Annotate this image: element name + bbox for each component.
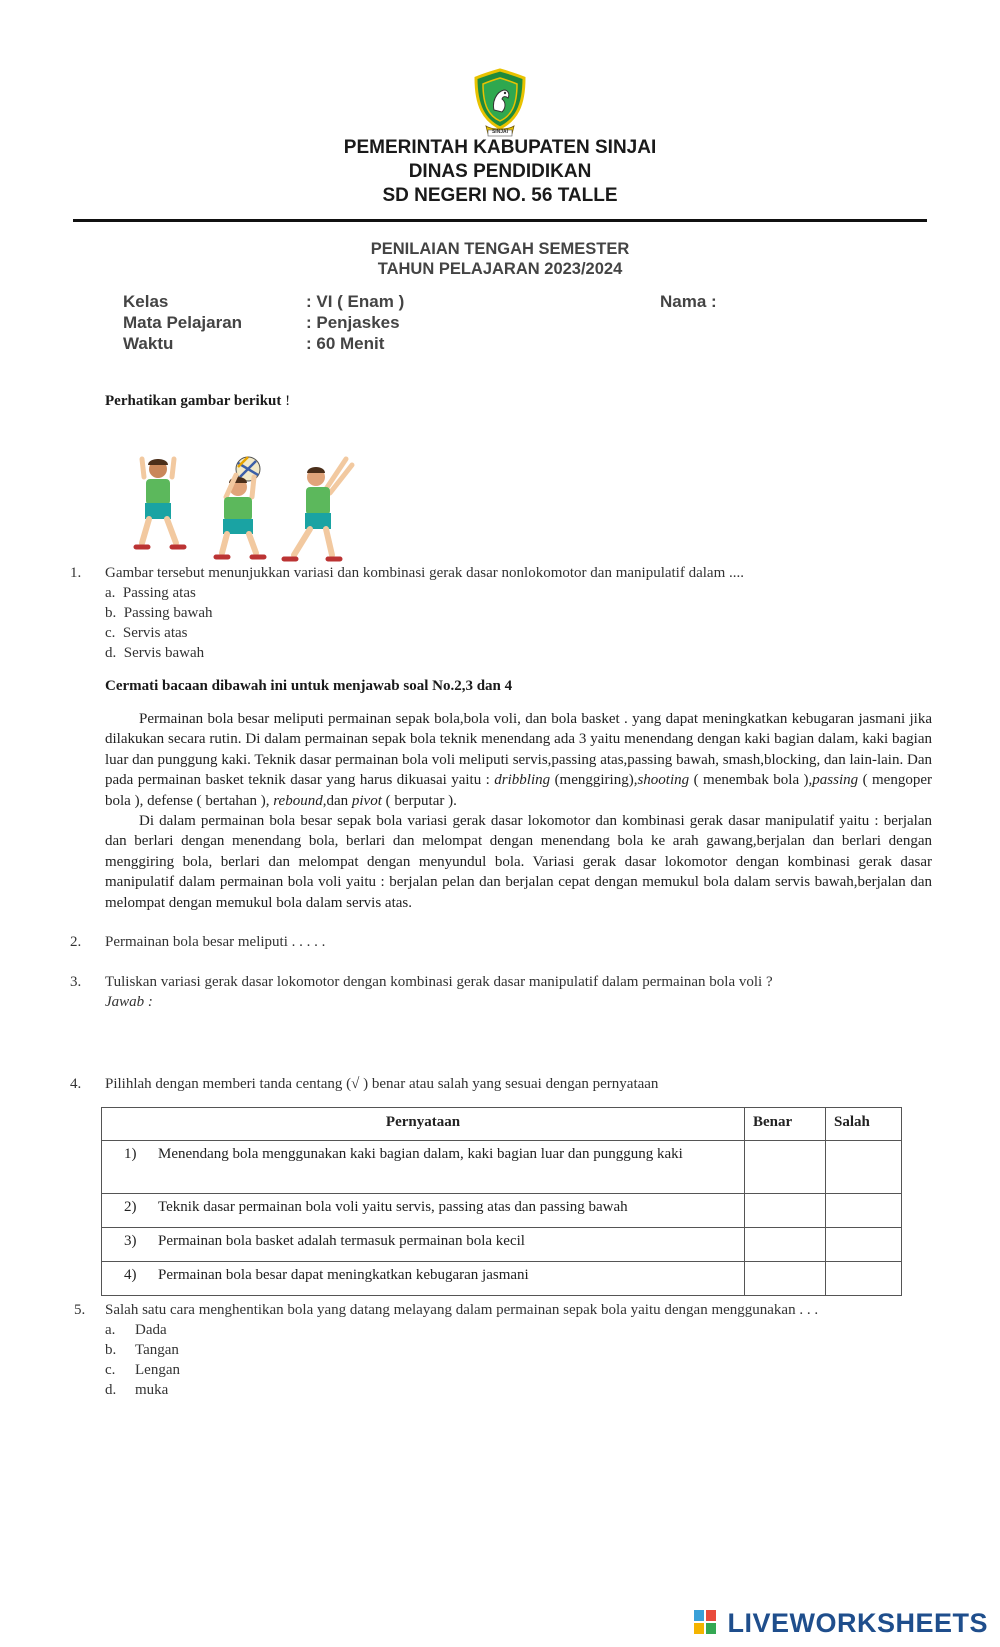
exam-title: PENILAIAN TENGAH SEMESTER [370,240,630,258]
q4-number: 4. [70,1076,82,1092]
answer-cell-benar[interactable] [745,1141,826,1194]
answer-cell-salah[interactable] [826,1228,902,1262]
nama-label: Nama : [660,292,717,311]
statement-number: 3) [124,1233,137,1249]
district-logo [468,68,532,140]
reading-paragraph-2: Di dalam permainan bola besar sepak bola variasi gerak dasar lokomotor dan kombinasi gerak dasar manipulatif yaitu : berjalan dan berlari dengan menendang bola, berlari dan melompat dengan menendang bola ke arah gawang,berjalan dan berlari dengan menggiring bola, berlari dan melompat dengan menyundul bola. Variasi gerak dasar lokomotor dengan kombinasi gerak dasar manipulatif dalam permainan bola voli yaitu : berjalan pelan dan berjalan cepat dengan memukul bola dalam servis bawah,berjalan dan melompat dengan memukul bola dalam servis atas. [105,813,932,911]
instruction-mark: ! [285,393,291,409]
q3-number: 3. [70,974,82,990]
statement-text: Teknik dasar permainan bola voli yaitu servis, passing atas dan passing bawah [158,1199,628,1215]
q2-text: Permainan bola besar meliputi . . . . . [105,934,326,950]
header-government: PEMERINTAH KABUPATEN SINJAI [343,137,657,158]
q1-number: 1. [70,565,82,581]
kelas-label: Kelas [123,292,169,311]
q1-option-c: c. Servis atas [105,625,188,641]
reading-paragraph-1: Permainan bola besar meliputi permainan sepak bola,bola voli, dan bola basket . yang dapat meningkatkan kebugaran jasmani jika dilakukan secara rutin. Di dalam permainan sepak bola teknik menendang ada 3 yaitu menendang dengan kaki bagian dalam, kaki bagian luar dan punggung kaki. Teknik dasar permainan bola voli meliputi servis,passing atas,passing bawah, smash,blocking, dan lain-lain. Dan pada permainan basket teknik dasar yang harus dikuasai yaitu : dribbling (menggiring),shooting ( menembak bola ),passing ( mengoper bola ), defense ( bertahan ), rebound,dan pivot ( berputar ). [105,711,932,809]
logo-caption: SINJAI [491,129,509,135]
mapel-label: Mata Pelajaran [123,313,243,332]
q3-answer-label: Jawab : [105,994,153,1010]
q5-option-b: b. Tangan [105,1342,179,1358]
q1-option-b: b. Passing bawah [105,605,213,621]
q1-option-d: d. Servis bawah [105,645,205,661]
answer-cell-benar[interactable] [745,1194,826,1228]
statement-text: Menendang bola menggunakan kaki bagian dalam, kaki bagian luar dan punggung kaki [158,1146,683,1162]
answer-cell-benar[interactable] [745,1262,826,1296]
exam-year: TAHUN PELAJARAN 2023/2024 [377,260,623,278]
q5-number: 5. [74,1302,86,1318]
waktu-label: Waktu [123,334,174,353]
header-benar: Benar [745,1108,826,1141]
q2-number: 2. [70,934,82,950]
instruction-text: Perhatikan gambar berikut [105,393,282,409]
q3-text: Tuliskan variasi gerak dasar lokomotor dengan kombinasi gerak dasar manipulatif dalam permainan bola voli ? [105,974,773,990]
waktu-value: : 60 Menit [306,334,385,353]
kelas-value: : VI ( Enam ) [306,292,405,311]
statement-number: 1) [124,1146,137,1162]
answer-cell-salah[interactable] [826,1262,902,1296]
brand-logo-icon [694,1610,716,1634]
q4-text: Pilihlah dengan memberi tanda centang (√ ) benar atau salah yang sesuai dengan pernyataan [105,1076,659,1092]
table-row [102,1262,902,1296]
q1-text: Gambar tersebut menunjukkan variasi dan kombinasi gerak dasar nonlokomotor dan manipulatif dalam .... [105,565,744,581]
statement-text: Permainan bola besar dapat meningkatkan kebugaran jasmani [158,1267,529,1283]
true-false-table [101,1107,902,1296]
brand-wordmark[interactable]: LIVEWORKSHEETS [727,1608,988,1638]
mapel-value: : Penjaskes [306,313,400,332]
answer-cell-salah[interactable] [826,1141,902,1194]
player-figure-3 [284,459,352,559]
player-figure-1 [136,459,184,547]
statement-number: 2) [124,1199,137,1215]
q5-option-d: d. muka [105,1382,169,1398]
answer-cell-salah[interactable] [826,1194,902,1228]
reading-title: Cermati bacaan dibawah ini untuk menjawab soal No.2,3 dan 4 [105,678,513,694]
volleyball-illustration [130,455,380,563]
header-salah: Salah [826,1108,902,1141]
q5-option-a: a. Dada [105,1322,167,1338]
q5-option-c: c. Lengan [105,1362,180,1378]
player-figure-2 [216,457,264,557]
header-statement: Pernyataan [102,1108,745,1141]
statement-number: 4) [124,1267,137,1283]
table-row [102,1228,902,1262]
instruction [105,393,290,410]
table-header-row [102,1108,902,1141]
q5-text: Salah satu cara menghentikan bola yang datang melayang dalam permainan sepak bola yaitu dengan menggunakan . . . [105,1302,819,1318]
answer-cell-benar[interactable] [745,1228,826,1262]
q1-option-a: a. Passing atas [105,585,196,601]
table-row [102,1194,902,1228]
header-department: DINAS PENDIDIKAN [408,161,592,182]
header-divider [73,219,927,222]
statement-text: Permainan bola basket adalah termasuk permainan bola kecil [158,1233,525,1249]
reading-passage [105,709,932,913]
header-school: SD NEGERI NO. 56 TALLE [382,185,618,206]
table-row [102,1141,902,1194]
